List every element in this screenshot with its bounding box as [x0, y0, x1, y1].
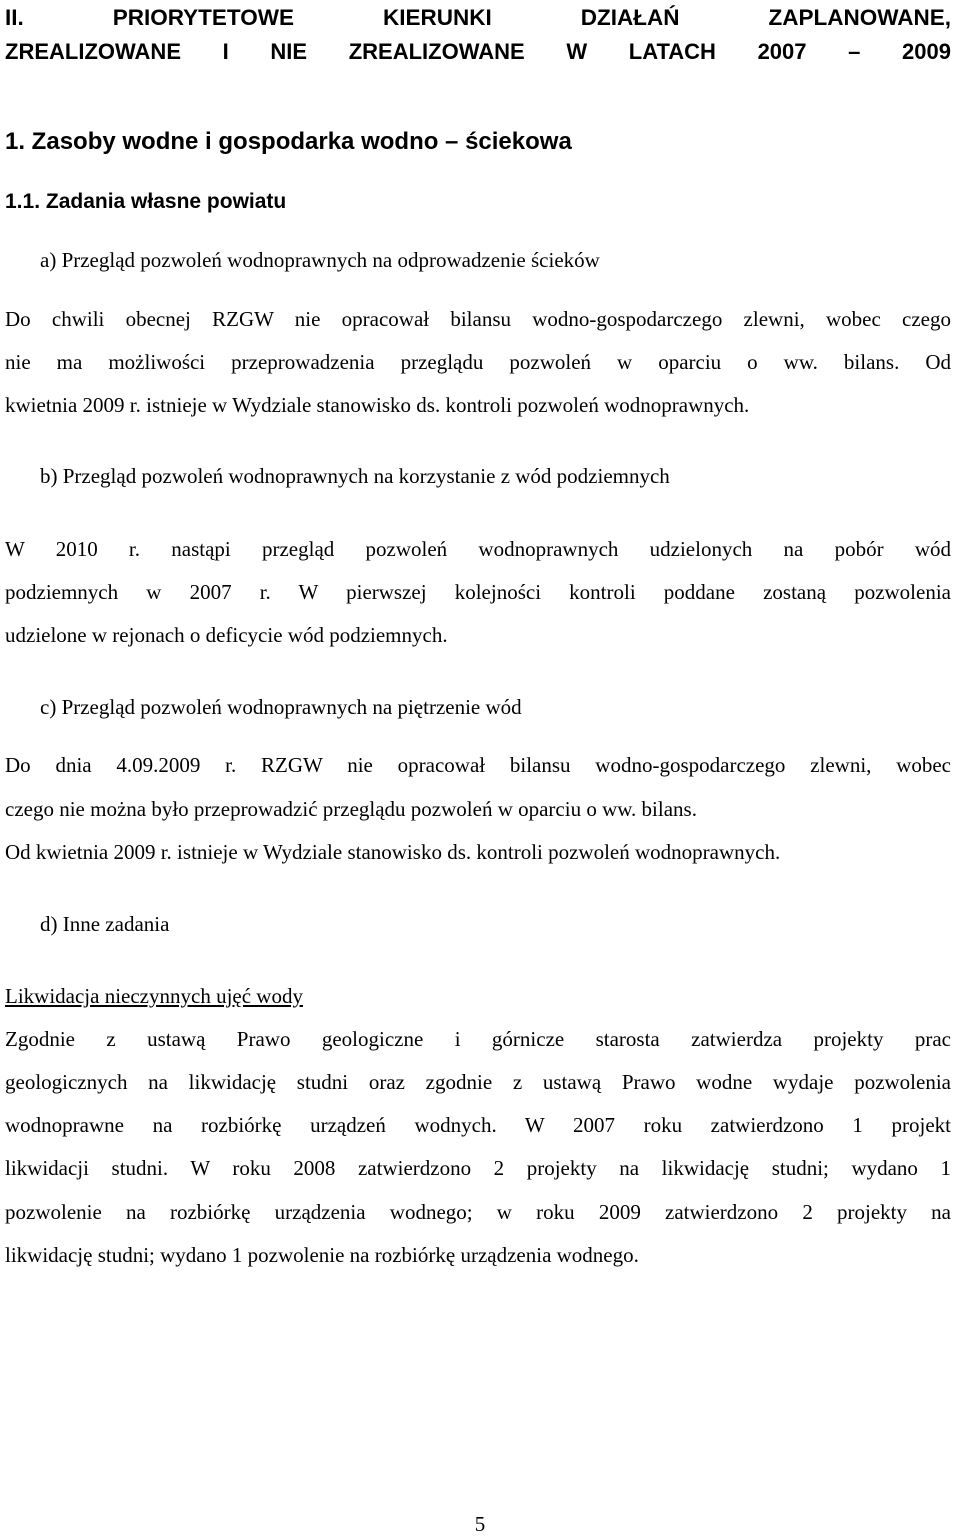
page-number: 5: [474, 1512, 486, 1536]
item-d-heading: d) Inne zadania: [40, 912, 170, 936]
item-c-heading: c) Przegląd pozwoleń wodnoprawnych na piętrzenie wód: [40, 695, 522, 719]
item-b-line-3: udzielone w rejonach o deficycie wód podziemnych.: [5, 623, 448, 647]
item-d-line-3: wodnoprawne na rozbiórkę urządzeń wodnych. W 2007 roku zatwierdzono 1 projekt: [5, 1113, 951, 1137]
item-c-line-1: Do dnia 4.09.2009 r. RZGW nie opracował bilansu wodno-gospodarczego zlewni, wobec: [5, 753, 951, 777]
item-a-line-2: nie ma możliwości przeprowadzenia przeglądu pozwoleń w oparciu o ww. bilans. Od: [5, 350, 951, 374]
item-d-line-4: likwidacji studni. W roku 2008 zatwierdzono 2 projekty na likwidację studni; wydano 1: [5, 1156, 951, 1180]
item-c-line-2: czego nie można było przeprowadzić przeglądu pozwoleń w oparciu o ww. bilans.: [5, 797, 697, 821]
item-b-heading: b) Przegląd pozwoleń wodnoprawnych na korzystanie z wód podziemnych: [40, 464, 670, 488]
item-a-heading: a) Przegląd pozwoleń wodnoprawnych na odprowadzenie ścieków: [40, 248, 600, 272]
item-d-line-5: pozwolenie na rozbiórkę urządzenia wodnego; w roku 2009 zatwierdzono 2 projekty na: [5, 1200, 951, 1224]
item-d-line-6: likwidację studni; wydano 1 pozwolenie na rozbiórkę urządzenia wodnego.: [5, 1243, 639, 1267]
item-b-line-1: W 2010 r. nastąpi przegląd pozwoleń wodnoprawnych udzielonych na pobór wód: [5, 537, 951, 561]
item-a-line-1: Do chwili obecnej RZGW nie opracował bilansu wodno-gospodarczego zlewni, wobec czego: [5, 307, 951, 331]
chapter-title-line-2: ZREALIZOWANE I NIE ZREALIZOWANE W LATACH 2007 – 2009: [5, 39, 951, 64]
item-d-line-1: Zgodnie z ustawą Prawo geologiczne i górnicze starosta zatwierdza projekty prac: [5, 1027, 951, 1051]
subsection-title: 1.1. Zadania własne powiatu: [5, 190, 287, 213]
item-d-line-2: geologicznych na likwidację studni oraz zgodnie z ustawą Prawo wodne wydaje pozwolenia: [5, 1070, 951, 1094]
item-d-subheading: Likwidacja nieczynnych ujęć wody: [5, 984, 303, 1008]
chapter-title-line-1: II. PRIORYTETOWE KIERUNKI DZIAŁAŃ ZAPLANOWANE,: [5, 5, 951, 30]
item-b-line-2: podziemnych w 2007 r. W pierwszej kolejności kontroli poddane zostaną pozwolenia: [5, 580, 951, 604]
item-c-line-3: Od kwietnia 2009 r. istnieje w Wydziale stanowisko ds. kontroli pozwoleń wodnoprawnych.: [5, 840, 781, 864]
item-a-line-3: kwietnia 2009 r. istnieje w Wydziale stanowisko ds. kontroli pozwoleń wodnoprawnych.: [5, 393, 750, 417]
section-title: 1. Zasoby wodne i gospodarka wodno – ściekowa: [5, 128, 572, 155]
